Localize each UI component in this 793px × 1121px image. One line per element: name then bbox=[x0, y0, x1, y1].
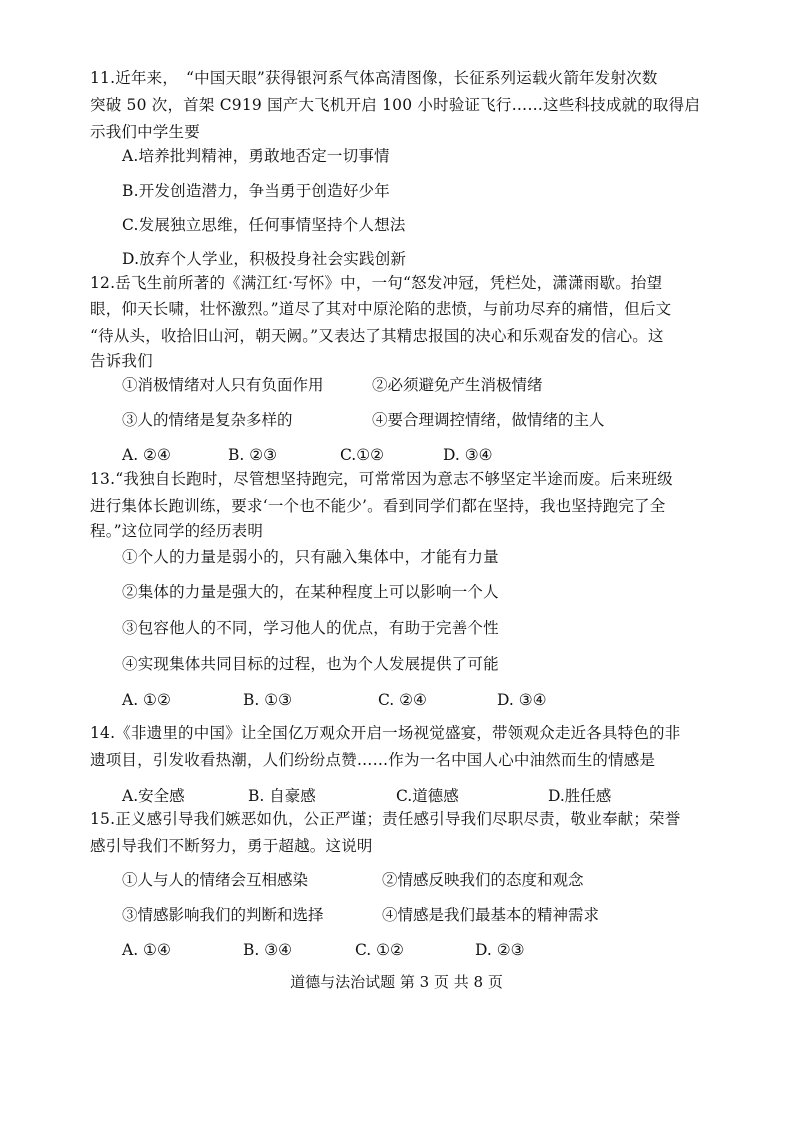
q11-option-c: C.发展独立思维，任何事情坚持个人想法 bbox=[122, 216, 406, 234]
q15-choice-b: B. ③④ bbox=[243, 941, 293, 959]
q12-statement-2: ②必须避免产生消极情绪 bbox=[372, 376, 543, 394]
q13-choice-d: D. ③④ bbox=[497, 691, 547, 709]
page-footer: 道德与法治试题 第 3 页 共 8 页 bbox=[290, 973, 503, 991]
q12-statement-1: ①消极情绪对人只有负面作用 bbox=[122, 376, 324, 394]
q12-stem-line: “待从头，收拾旧山河，朝天阙。”又表达了其精忠报国的决心和乐观奋发的信心。这 bbox=[90, 327, 664, 345]
q14-stem-line: 14.《非遗里的中国》让全国亿万观众开启一场视觉盛宴，带领观众走近各具特色的非 bbox=[90, 724, 681, 742]
q11-option-d: D.放弃个人学业，积极投身社会实践创新 bbox=[122, 250, 407, 268]
q13-statement-1: ①个人的力量是弱小的，只有融入集体中，才能有力量 bbox=[122, 548, 499, 566]
q11-option-b: B.开发创造潜力，争当勇于创造好少年 bbox=[122, 182, 390, 200]
q15-choice-c: C. ①② bbox=[355, 941, 404, 959]
q15-statement-4: ④情感是我们最基本的精神需求 bbox=[382, 906, 600, 924]
q13-statement-4: ④实现集体共同目标的过程，也为个人发展提供了可能 bbox=[122, 655, 499, 673]
q13-choice-b: B. ①③ bbox=[243, 691, 293, 709]
q14-choice-b: B. 自豪感 bbox=[248, 787, 316, 805]
q14-stem-line: 遗项目，引发收看热潮，人们纷纷点赞……作为一名中国人心中油然而生的情感是 bbox=[90, 751, 656, 769]
q13-choice-c: C. ②④ bbox=[378, 691, 427, 709]
q15-statement-3: ③情感影响我们的判断和选择 bbox=[122, 906, 324, 924]
q12-statement-3: ③人的情绪是复杂多样的 bbox=[122, 411, 293, 429]
q15-choice-d: D. ②③ bbox=[475, 941, 525, 959]
q15-stem-line: 15.正义感引导我们嫉恶如仇，公正严谨；责任感引导我们尽职尽责，敬业奉献；荣誉 bbox=[90, 810, 681, 828]
q12-choice-d: D. ③④ bbox=[443, 446, 493, 464]
q12-stem-line: 告诉我们 bbox=[90, 352, 153, 370]
q12-statement-4: ④要合理调控情绪，做情绪的主人 bbox=[372, 411, 605, 429]
q12-choice-b: B. ②③ bbox=[228, 446, 278, 464]
q13-stem-line: 13.“我独自长跑时，尽管想坚持跑完，可常常因为意志不够坚定半途而废。后来班级 bbox=[90, 470, 673, 488]
q13-statement-2: ②集体的力量是强大的，在某种程度上可以影响一个人 bbox=[122, 583, 499, 601]
q11-stem-line: 示我们中学生要 bbox=[90, 123, 200, 141]
q11-stem-line: 突破 50 次，首架 C919 国产大飞机开启 100 小时验证飞行……这些科技成就的取得启 bbox=[90, 96, 701, 114]
q13-statement-3: ③包容他人的不同，学习他人的优点，有助于完善个性 bbox=[122, 619, 499, 637]
q12-stem-line: 12.岳飞生前所著的《满江红·写怀》中，一句“怒发冲冠，凭栏处，潇潇雨歇。抬望 bbox=[90, 274, 663, 292]
q15-choice-a: A. ①④ bbox=[122, 941, 171, 959]
q12-choice-c: C.①② bbox=[340, 446, 385, 464]
q14-choice-c: C.道德感 bbox=[396, 787, 459, 805]
q14-choice-a: A.安全感 bbox=[122, 787, 185, 805]
q15-statement-1: ①人与人的情绪会互相感染 bbox=[122, 871, 309, 889]
q11-option-a: A.培养批判精神，勇敢地否定一切事情 bbox=[122, 147, 390, 165]
q13-stem-line: 程。”这位同学的经历表明 bbox=[90, 522, 264, 540]
q15-stem-line: 感引导我们不断努力，勇于超越。这说明 bbox=[90, 837, 373, 855]
q13-choice-a: A. ①② bbox=[122, 691, 171, 709]
q12-choice-a: A. ②④ bbox=[122, 446, 171, 464]
q11-stem-line: 11.近年来， “中国天眼”获得银河系气体高清图像，长征系列运载火箭年发射次数 bbox=[90, 69, 658, 87]
q12-stem-line: 眼，仰天长啸，壮怀激烈。”道尽了其对中原沦陷的悲愤，与前功尽弃的痛惜，但后文 bbox=[90, 300, 672, 318]
q13-stem-line: 进行集体长跑训练，要求‘一个也不能少’。看到同学们都在坚持，我也坚持跑完了全 bbox=[90, 497, 666, 515]
q15-statement-2: ②情感反映我们的态度和观念 bbox=[382, 871, 584, 889]
q14-choice-d: D.胜任感 bbox=[548, 787, 612, 805]
